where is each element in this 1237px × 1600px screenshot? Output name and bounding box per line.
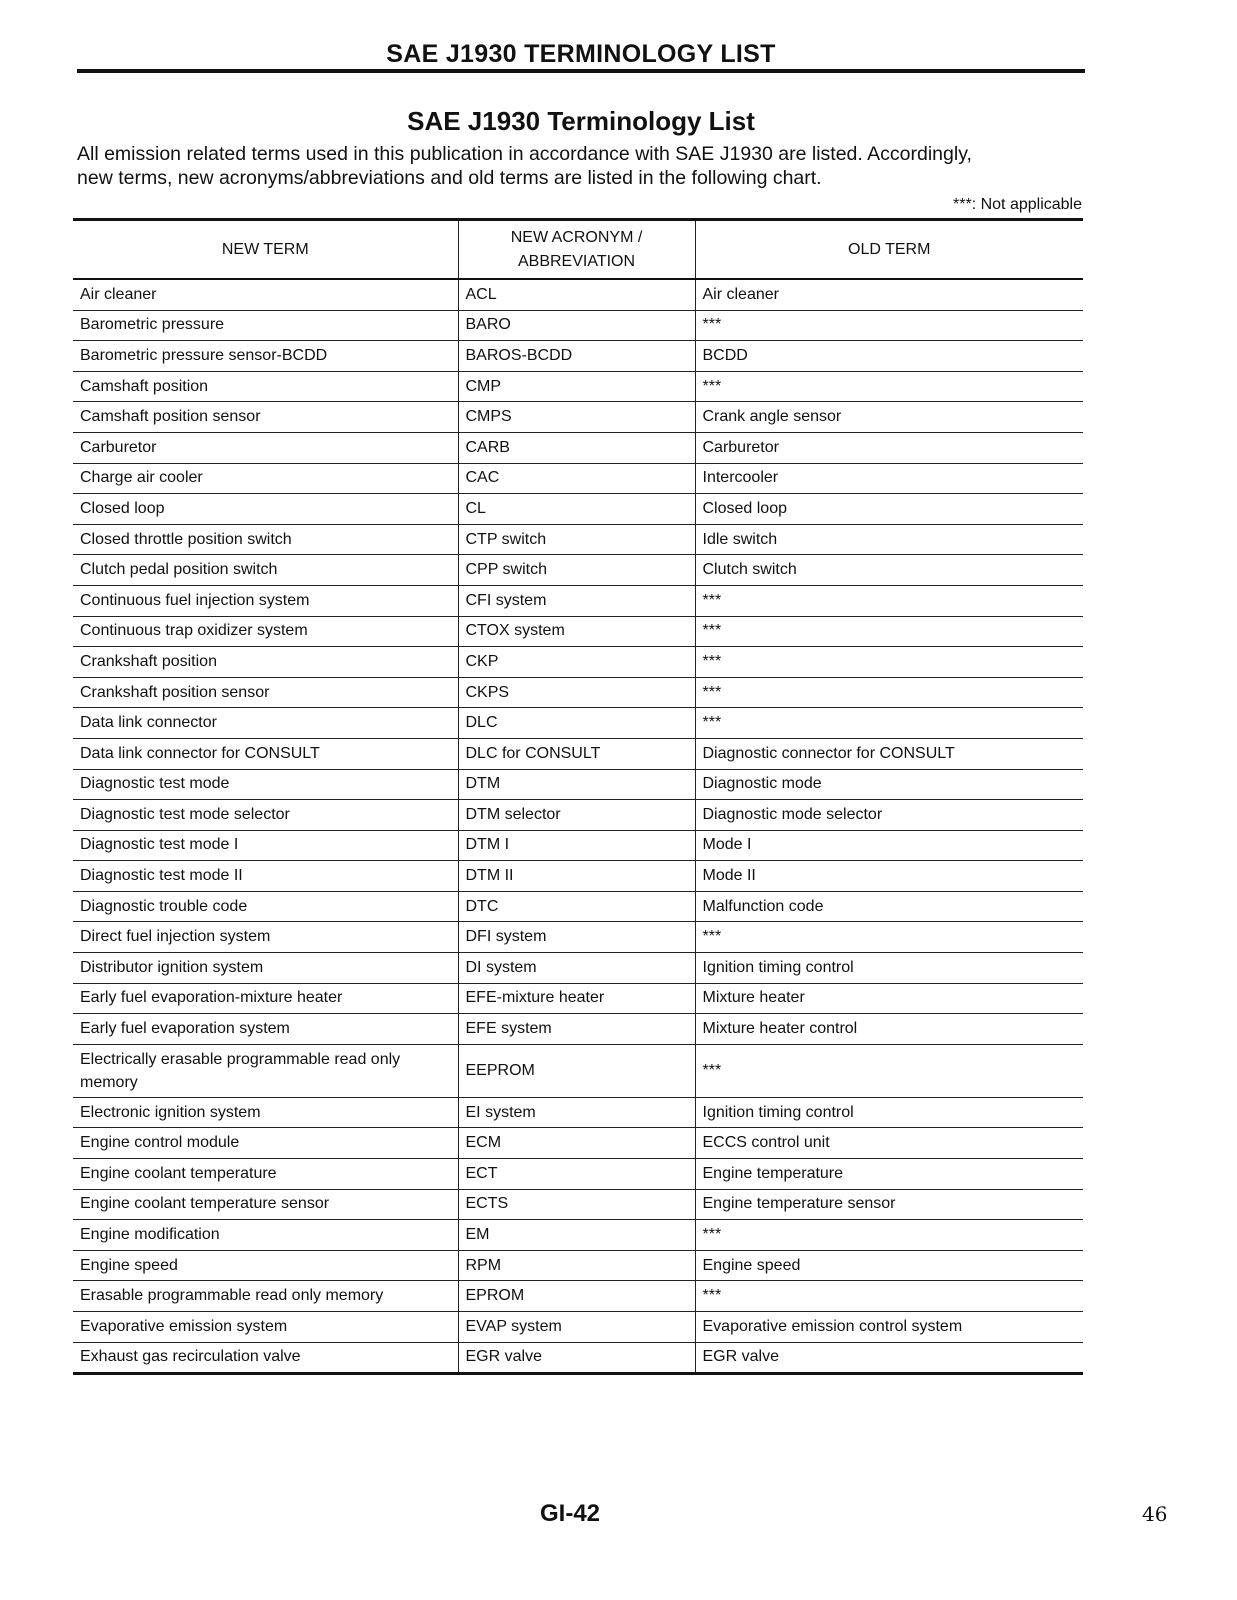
cell-acronym: CPP switch (458, 555, 695, 586)
cell-old-term: *** (695, 1044, 1083, 1097)
cell-new-term: Diagnostic test mode (73, 769, 458, 800)
cell-new-term: Early fuel evaporation system (73, 1014, 458, 1045)
cell-acronym: ECT (458, 1159, 695, 1190)
cell-new-term: Closed throttle position switch (73, 524, 458, 555)
cell-acronym: EFE system (458, 1014, 695, 1045)
cell-old-term: Ignition timing control (695, 1097, 1083, 1128)
cell-new-term: Crankshaft position (73, 647, 458, 678)
cell-old-term: BCDD (695, 341, 1083, 372)
intro-line: new terms, new acronyms/abbreviations and old terms are listed in the following chart. (77, 167, 822, 189)
table-row (73, 494, 1083, 525)
cell-acronym: DLC (458, 708, 695, 739)
cell-new-term: Camshaft position sensor (73, 402, 458, 433)
cell-acronym: EM (458, 1220, 695, 1251)
cell-old-term: EGR valve (695, 1342, 1083, 1374)
cell-old-term: Air cleaner (695, 279, 1083, 310)
cell-new-term: Clutch pedal position switch (73, 555, 458, 586)
cell-acronym: CKPS (458, 677, 695, 708)
table-row (73, 341, 1083, 372)
cell-old-term: Mixture heater (695, 983, 1083, 1014)
cell-acronym: CARB (458, 432, 695, 463)
cell-acronym: CTP switch (458, 524, 695, 555)
table-row (73, 922, 1083, 953)
table-header-row (73, 220, 1083, 280)
terminology-table (73, 218, 1083, 1375)
table-row (73, 891, 1083, 922)
cell-acronym: EGR valve (458, 1342, 695, 1374)
table-row (73, 953, 1083, 984)
table-row (73, 647, 1083, 678)
cell-acronym: ECM (458, 1128, 695, 1159)
section-title: SAE J1930 Terminology List (407, 106, 755, 136)
cell-old-term: Carburetor (695, 432, 1083, 463)
cell-acronym: EVAP system (458, 1312, 695, 1343)
cell-new-term: Engine modification (73, 1220, 458, 1251)
cell-new-term: Barometric pressure sensor-BCDD (73, 341, 458, 372)
cell-old-term: *** (695, 616, 1083, 647)
table-row (73, 432, 1083, 463)
table-row (73, 402, 1083, 433)
cell-acronym: CMP (458, 371, 695, 402)
cell-old-term: *** (695, 677, 1083, 708)
cell-new-term: Engine speed (73, 1250, 458, 1281)
table-row (73, 738, 1083, 769)
cell-new-term: Diagnostic test mode II (73, 861, 458, 892)
header-acronym-line: NEW ACRONYM / (510, 228, 643, 246)
cell-new-term: Early fuel evaporation-mixture heater (73, 983, 458, 1014)
table-row (73, 1014, 1083, 1045)
cell-acronym: CAC (458, 463, 695, 494)
cell-old-term: Diagnostic connector for CONSULT (695, 738, 1083, 769)
cell-new-term: Diagnostic test mode I (73, 830, 458, 861)
table-row (73, 524, 1083, 555)
cell-old-term: *** (695, 371, 1083, 402)
cell-acronym: CTOX system (458, 616, 695, 647)
table-row (73, 830, 1083, 861)
cell-acronym: CKP (458, 647, 695, 678)
cell-old-term: Engine speed (695, 1250, 1083, 1281)
table-row (73, 310, 1083, 341)
cell-old-term: Diagnostic mode selector (695, 800, 1083, 831)
cell-new-term: Data link connector for CONSULT (73, 738, 458, 769)
cell-new-term: Continuous trap oxidizer system (73, 616, 458, 647)
cell-old-term: Engine temperature (695, 1159, 1083, 1190)
table-row (73, 1097, 1083, 1128)
table-row (73, 861, 1083, 892)
header-old-term: OLD TERM (695, 220, 1083, 280)
table-row (73, 1250, 1083, 1281)
cell-old-term: Crank angle sensor (695, 402, 1083, 433)
intro-line: All emission related terms used in this publication in accordance with SAE J1930 are listed. Accordingly, (77, 143, 972, 165)
cell-old-term: *** (695, 922, 1083, 953)
cell-old-term: Malfunction code (695, 891, 1083, 922)
cell-acronym: ECTS (458, 1189, 695, 1220)
cell-acronym: BAROS-BCDD (458, 341, 695, 372)
cell-old-term: Diagnostic mode (695, 769, 1083, 800)
cell-old-term: Mixture heater control (695, 1014, 1083, 1045)
cell-new-term: Diagnostic test mode selector (73, 800, 458, 831)
cell-old-term: Mode I (695, 830, 1083, 861)
cell-acronym: CMPS (458, 402, 695, 433)
intro-paragraph (77, 142, 1092, 190)
table-row (73, 1189, 1083, 1220)
header-acronym-line: ABBREVIATION (517, 252, 636, 270)
cell-old-term: Closed loop (695, 494, 1083, 525)
page-header-title: SAE J1930 TERMINOLOGY LIST (386, 40, 776, 68)
table-row (73, 1312, 1083, 1343)
cell-acronym: EPROM (458, 1281, 695, 1312)
cell-old-term: Ignition timing control (695, 953, 1083, 984)
header-rule (77, 69, 1085, 73)
cell-acronym: ACL (458, 279, 695, 310)
cell-acronym: EFE-mixture heater (458, 983, 695, 1014)
table-row (73, 1342, 1083, 1374)
table-row (73, 1281, 1083, 1312)
table-row (73, 677, 1083, 708)
cell-acronym: DTM selector (458, 800, 695, 831)
cell-new-term: Diagnostic trouble code (73, 891, 458, 922)
cell-old-term: ECCS control unit (695, 1128, 1083, 1159)
cell-acronym: DTM II (458, 861, 695, 892)
cell-old-term: *** (695, 1281, 1083, 1312)
table-row (73, 800, 1083, 831)
cell-old-term: *** (695, 647, 1083, 678)
table-row (73, 983, 1083, 1014)
cell-new-term: Closed loop (73, 494, 458, 525)
cell-acronym: DTM I (458, 830, 695, 861)
header-new-acronym (458, 220, 695, 280)
cell-old-term: Idle switch (695, 524, 1083, 555)
header-new-term: NEW TERM (73, 220, 458, 280)
cell-acronym: CL (458, 494, 695, 525)
cell-old-term: *** (695, 1220, 1083, 1251)
cell-acronym: RPM (458, 1250, 695, 1281)
cell-acronym: EEPROM (458, 1044, 695, 1097)
cell-old-term: *** (695, 310, 1083, 341)
cell-old-term: Evaporative emission control system (695, 1312, 1083, 1343)
cell-old-term: Engine temperature sensor (695, 1189, 1083, 1220)
table-row (73, 616, 1083, 647)
cell-new-term: Crankshaft position sensor (73, 677, 458, 708)
cell-acronym: DLC for CONSULT (458, 738, 695, 769)
cell-new-term: Charge air cooler (73, 463, 458, 494)
table-body (73, 279, 1083, 1374)
table-row (73, 463, 1083, 494)
cell-new-term: Continuous fuel injection system (73, 585, 458, 616)
table-row (73, 1220, 1083, 1251)
cell-old-term: *** (695, 708, 1083, 739)
cell-new-term: Engine coolant temperature sensor (73, 1189, 458, 1220)
page-number: 46 (1142, 1502, 1168, 1526)
cell-new-term: Air cleaner (73, 279, 458, 310)
footer-section-code: GI-42 (540, 1500, 601, 1527)
cell-new-term: Electrically erasable programmable read only memory (73, 1044, 458, 1097)
table-row (73, 708, 1083, 739)
table-row (73, 585, 1083, 616)
cell-acronym: BARO (458, 310, 695, 341)
cell-new-term: Barometric pressure (73, 310, 458, 341)
cell-acronym: CFI system (458, 585, 695, 616)
not-applicable-note: ***: Not applicable (953, 196, 1082, 213)
cell-acronym: DTC (458, 891, 695, 922)
cell-new-term: Distributor ignition system (73, 953, 458, 984)
table-row (73, 279, 1083, 310)
cell-old-term: Clutch switch (695, 555, 1083, 586)
cell-new-term: Engine control module (73, 1128, 458, 1159)
cell-new-term: Erasable programmable read only memory (73, 1281, 458, 1312)
cell-new-term: Electronic ignition system (73, 1097, 458, 1128)
table-row (73, 1128, 1083, 1159)
cell-old-term: Mode II (695, 861, 1083, 892)
cell-new-term: Exhaust gas recirculation valve (73, 1342, 458, 1374)
cell-acronym: DTM (458, 769, 695, 800)
cell-new-term: Data link connector (73, 708, 458, 739)
cell-new-term: Evaporative emission system (73, 1312, 458, 1343)
cell-old-term: *** (695, 585, 1083, 616)
table-row (73, 371, 1083, 402)
cell-new-term: Engine coolant temperature (73, 1159, 458, 1190)
cell-acronym: EI system (458, 1097, 695, 1128)
table-row (73, 1044, 1083, 1097)
cell-acronym: DI system (458, 953, 695, 984)
cell-acronym: DFI system (458, 922, 695, 953)
cell-new-term: Direct fuel injection system (73, 922, 458, 953)
cell-new-term: Camshaft position (73, 371, 458, 402)
table-row (73, 1159, 1083, 1190)
cell-old-term: Intercooler (695, 463, 1083, 494)
table-row (73, 555, 1083, 586)
cell-new-term: Carburetor (73, 432, 458, 463)
table-row (73, 769, 1083, 800)
